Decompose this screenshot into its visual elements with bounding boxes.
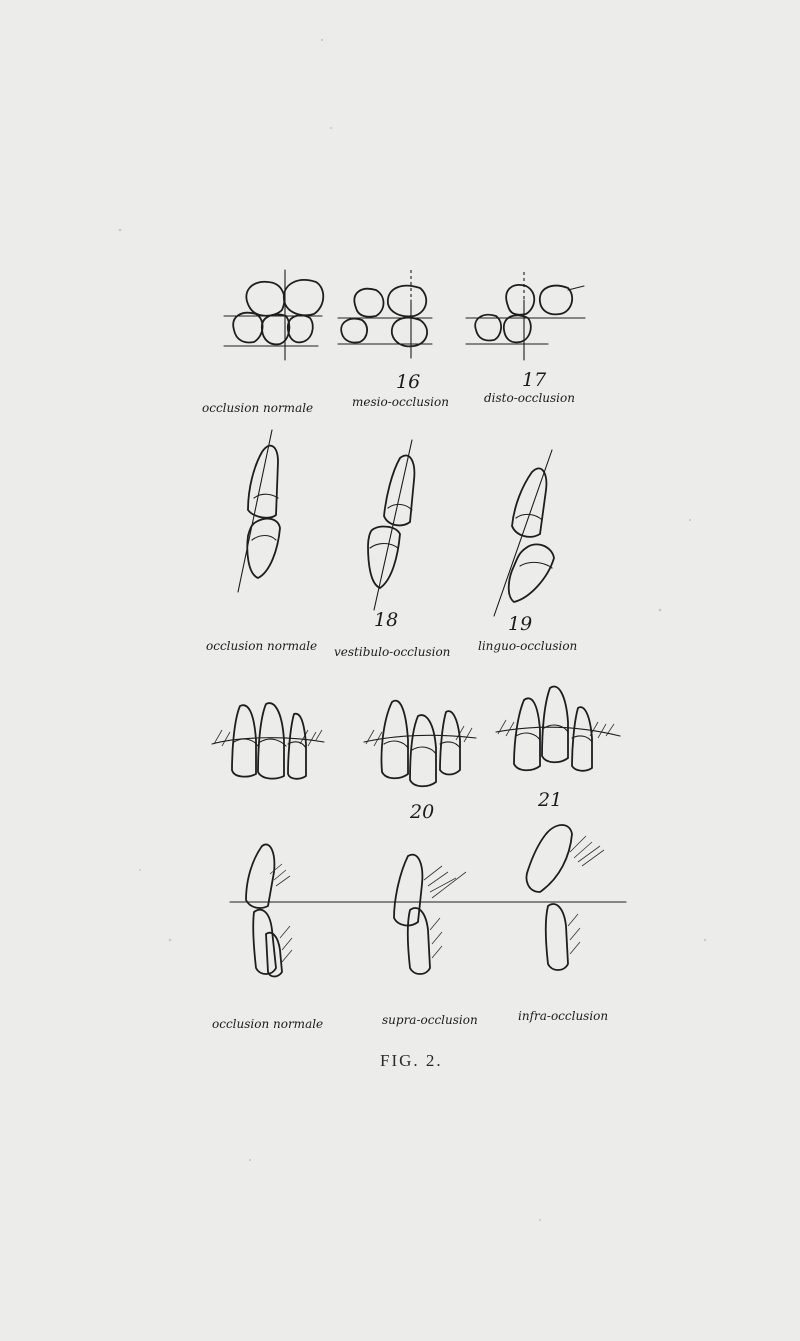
paper-texture — [119, 39, 707, 1221]
incisor-front-20 — [364, 701, 476, 787]
label-r2-normal: occlusion normale — [206, 639, 318, 653]
figure-caption: FIG. 2. — [380, 1051, 443, 1070]
label-r4-infra: infra-occlusion — [518, 1009, 609, 1023]
label-r4-normal: occlusion normale — [212, 1017, 324, 1031]
label-r2-vestibulo: vestibulo-occlusion — [334, 645, 451, 659]
label-r1-disto: disto-occlusion — [484, 391, 575, 405]
incisor-front-21 — [496, 686, 620, 770]
label-r2-linguo: linguo-occlusion — [478, 639, 578, 653]
number-16: 16 — [396, 371, 421, 393]
number-18: 18 — [374, 609, 399, 631]
number-19: 19 — [508, 613, 533, 635]
number-21: 21 — [538, 789, 563, 811]
vertical-panel-infra — [527, 825, 605, 970]
incisor-front-normal — [212, 703, 324, 779]
incisor-profile-linguo — [494, 450, 554, 616]
label-r4-supra: supra-occlusion — [382, 1013, 478, 1027]
label-r1-normal: occlusion normale — [202, 401, 314, 415]
vertical-panel-supra — [394, 855, 466, 974]
vertical-panel-normal — [246, 844, 292, 976]
molar-panel-normal — [224, 270, 323, 360]
incisor-profile-normal — [238, 430, 280, 592]
incisor-profile-vestibulo — [368, 440, 414, 610]
number-17: 17 — [522, 369, 547, 391]
molar-panel-mesio — [338, 270, 432, 358]
number-20: 20 — [410, 801, 435, 823]
molar-panel-disto — [466, 272, 585, 360]
label-r1-mesio: mesio-occlusion — [352, 395, 449, 409]
